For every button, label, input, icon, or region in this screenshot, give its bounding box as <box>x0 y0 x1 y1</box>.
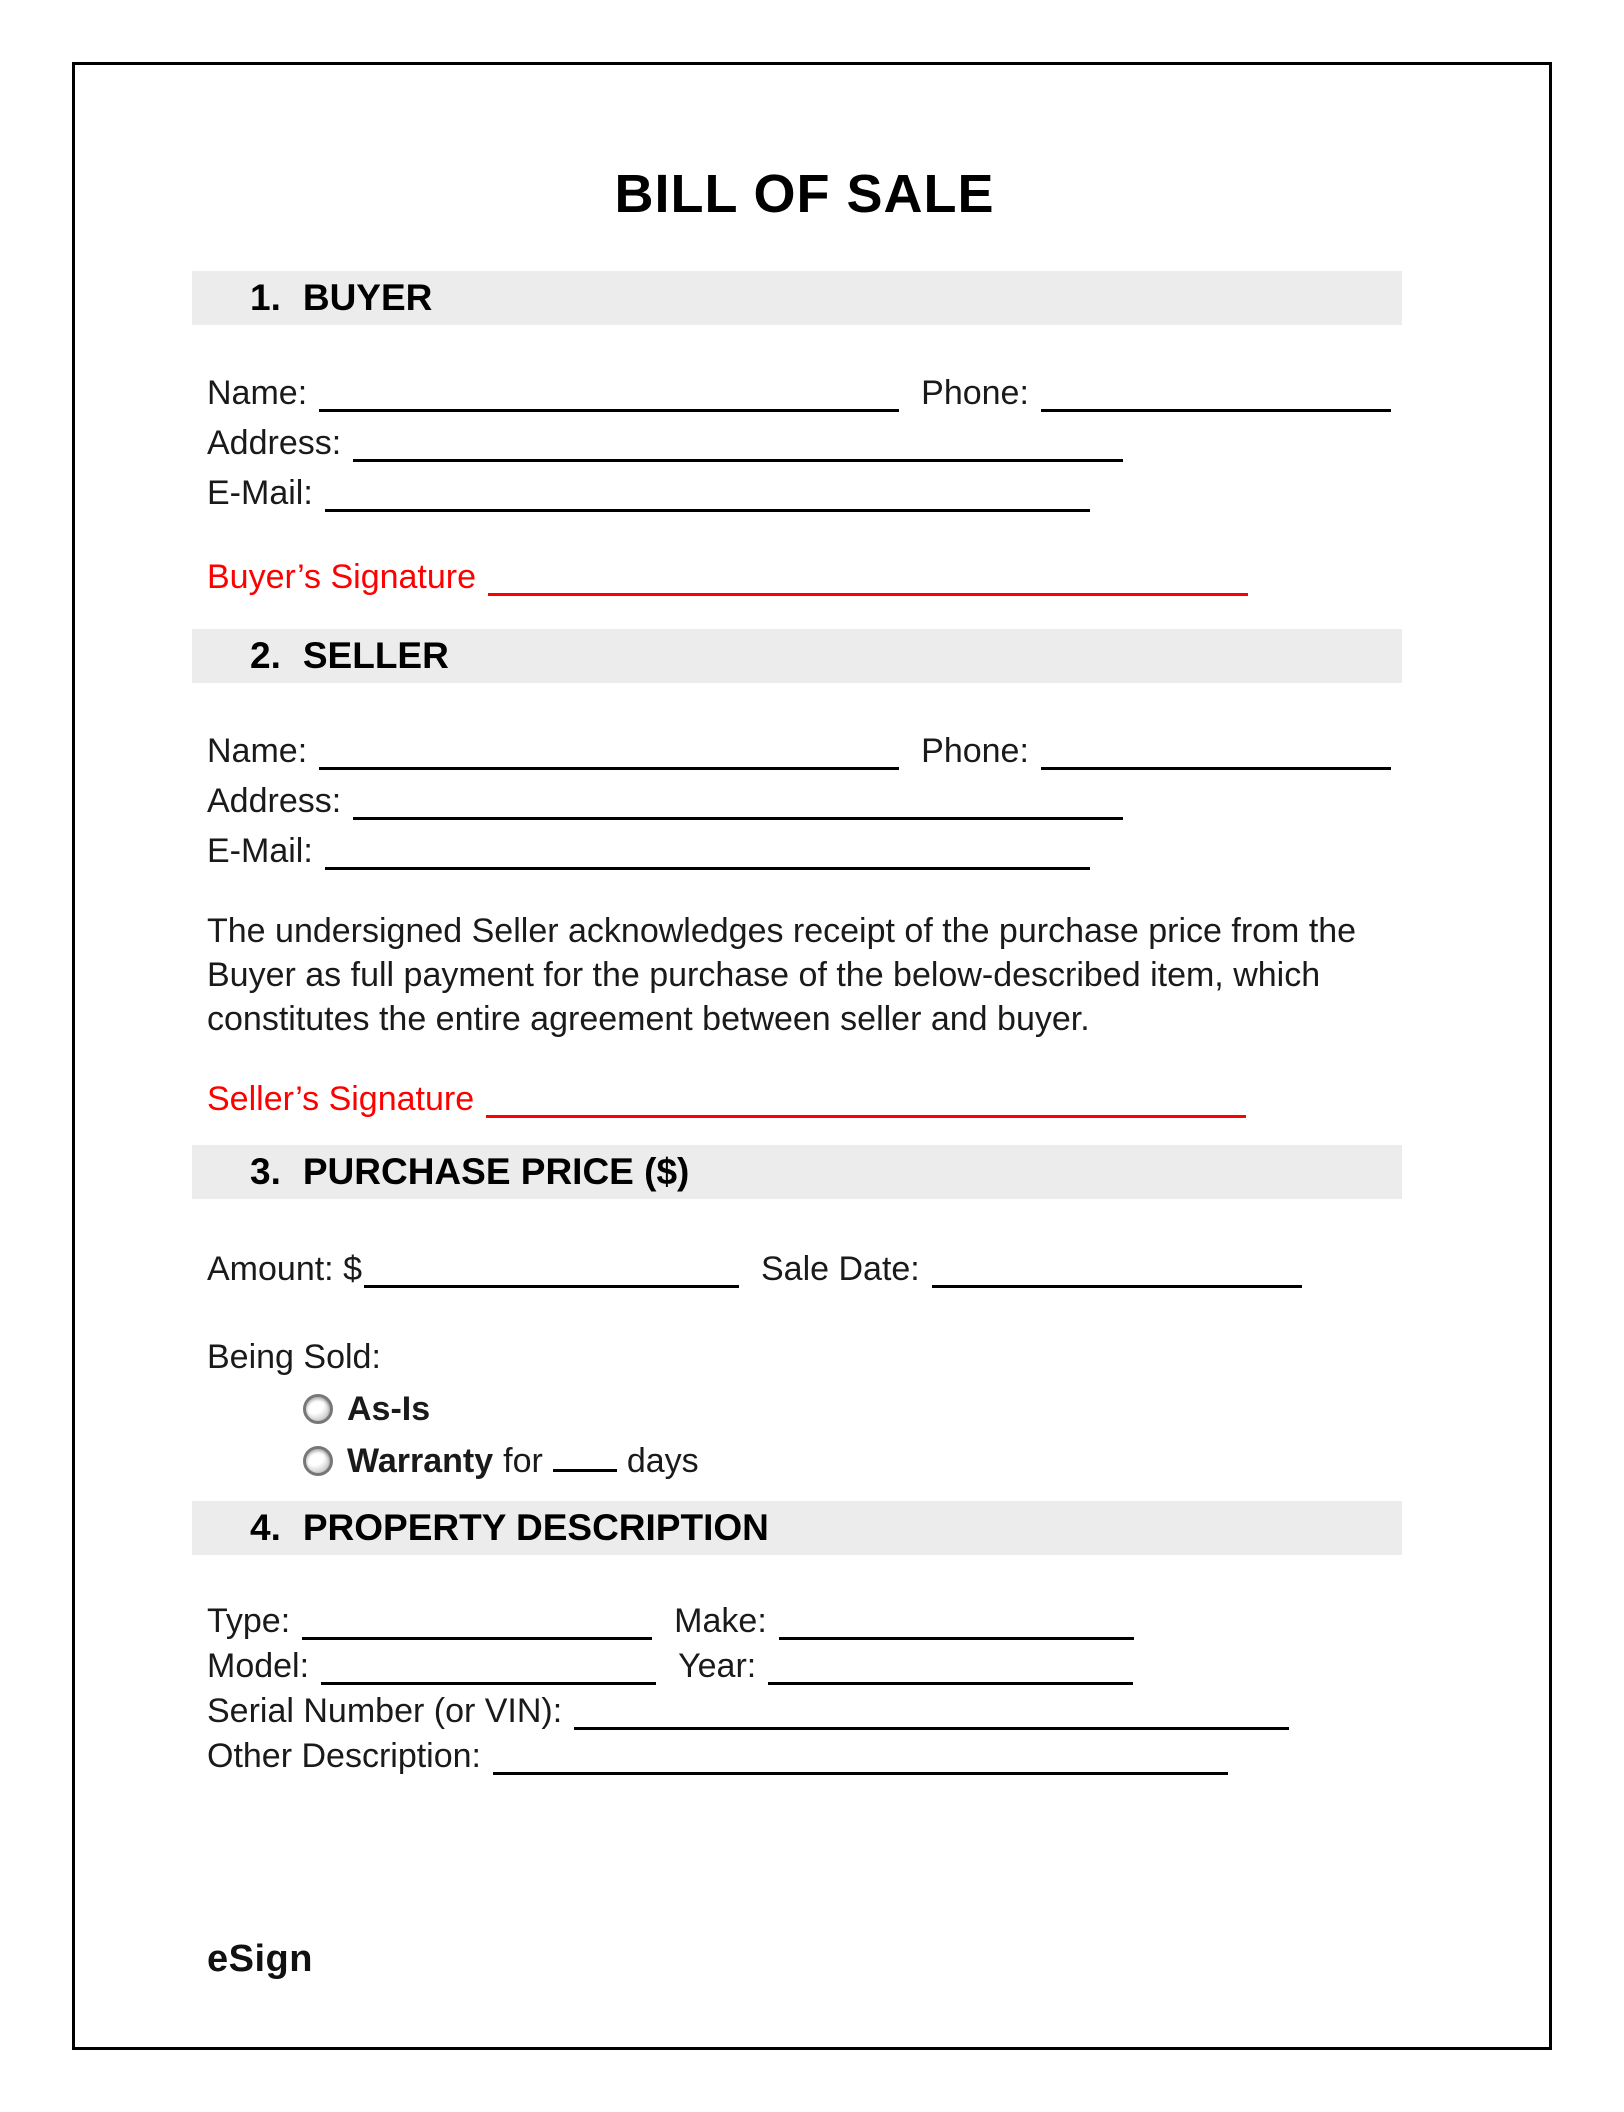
esign-logo: eSign <box>207 1938 313 1980</box>
buyer-phone-label: Phone: <box>921 374 1029 412</box>
as-is-label: As-Is <box>347 1390 431 1428</box>
seller-email-row <box>207 829 1402 873</box>
sale-date-line[interactable] <box>932 1258 1302 1288</box>
buyer-email-line[interactable] <box>325 482 1090 512</box>
other-description-row <box>207 1734 1402 1778</box>
other-description-line[interactable] <box>493 1745 1228 1775</box>
seller-address-row <box>207 779 1402 823</box>
amount-row <box>207 1247 1402 1291</box>
seller-name-label: Name: <box>207 732 308 770</box>
being-sold-label: Being Sold: <box>207 1338 381 1376</box>
seller-email-line[interactable] <box>325 840 1090 870</box>
section-heading-property <box>192 1501 1402 1555</box>
section-number-buyer: 1. <box>250 277 281 318</box>
page-border <box>72 62 1552 2050</box>
seller-phone-line[interactable] <box>1041 740 1391 770</box>
section-heading-seller <box>192 629 1402 683</box>
section-label-buyer: BUYER <box>302 277 433 318</box>
warranty-radio[interactable] <box>303 1446 333 1476</box>
warranty-days-text: days <box>626 1442 699 1480</box>
as-is-radio[interactable] <box>303 1394 333 1424</box>
seller-signature-line[interactable] <box>486 1088 1246 1118</box>
section-number-seller: 2. <box>250 635 281 676</box>
model-line[interactable] <box>321 1655 656 1685</box>
section-label-seller: SELLER <box>302 635 449 676</box>
seller-signature-row <box>207 1077 1402 1121</box>
warranty-option-row <box>303 1439 1402 1483</box>
document-content <box>75 163 1549 1778</box>
seller-address-line[interactable] <box>353 790 1123 820</box>
warranty-label: Warranty <box>347 1442 494 1480</box>
seller-acknowledgement-text: The undersigned Seller acknowledges receipt of the purchase price from the Buyer as full payment for the purchase of the below-described item, which constitutes the entire agreement between seller and buyer. <box>207 912 1357 1038</box>
seller-address-label: Address: <box>207 782 342 820</box>
seller-phone-label: Phone: <box>921 732 1029 770</box>
warranty-for-text: for <box>503 1442 543 1480</box>
type-label: Type: <box>207 1602 291 1640</box>
section-heading-purchase-price <box>192 1145 1402 1199</box>
buyer-email-row <box>207 471 1402 515</box>
warranty-days-line[interactable] <box>553 1448 617 1472</box>
buyer-name-line[interactable] <box>319 382 899 412</box>
model-year-row <box>207 1644 1402 1688</box>
buyer-address-row <box>207 421 1402 465</box>
buyer-address-label: Address: <box>207 424 342 462</box>
seller-name-row <box>207 729 1402 773</box>
buyer-fields <box>207 371 1402 599</box>
buyer-name-row <box>207 371 1402 415</box>
property-fields <box>207 1599 1402 1778</box>
serial-row <box>207 1689 1402 1733</box>
type-line[interactable] <box>302 1610 652 1640</box>
buyer-signature-line[interactable] <box>488 566 1248 596</box>
make-label: Make: <box>674 1602 767 1640</box>
type-make-row <box>207 1599 1402 1643</box>
section-heading-buyer <box>192 271 1402 325</box>
buyer-phone-line[interactable] <box>1041 382 1391 412</box>
other-description-label: Other Description: <box>207 1737 481 1775</box>
seller-name-line[interactable] <box>319 740 899 770</box>
serial-label: Serial Number (or VIN): <box>207 1692 563 1730</box>
section-label-purchase-price: PURCHASE PRICE ($) <box>302 1151 690 1192</box>
seller-signature-label: Seller’s Signature <box>207 1080 475 1118</box>
buyer-signature-label: Buyer’s Signature <box>207 558 477 596</box>
section-number-property: 4. <box>250 1507 281 1548</box>
year-line[interactable] <box>768 1655 1133 1685</box>
section-label-property: PROPERTY DESCRIPTION <box>302 1507 769 1548</box>
seller-fields <box>207 729 1402 873</box>
serial-line[interactable] <box>574 1700 1289 1730</box>
buyer-email-label: E-Mail: <box>207 474 313 512</box>
year-label: Year: <box>678 1647 757 1685</box>
amount-label: Amount: $ <box>207 1250 362 1288</box>
model-label: Model: <box>207 1647 310 1685</box>
sale-date-label: Sale Date: <box>760 1250 920 1288</box>
amount-line[interactable] <box>364 1258 739 1288</box>
seller-email-label: E-Mail: <box>207 832 313 870</box>
make-line[interactable] <box>779 1610 1134 1640</box>
as-is-option-row <box>303 1387 1402 1431</box>
buyer-signature-row <box>207 555 1402 599</box>
buyer-address-line[interactable] <box>353 432 1123 462</box>
document-title: BILL OF SALE <box>614 164 995 224</box>
buyer-name-label: Name: <box>207 374 308 412</box>
section-number-purchase-price: 3. <box>250 1151 281 1192</box>
